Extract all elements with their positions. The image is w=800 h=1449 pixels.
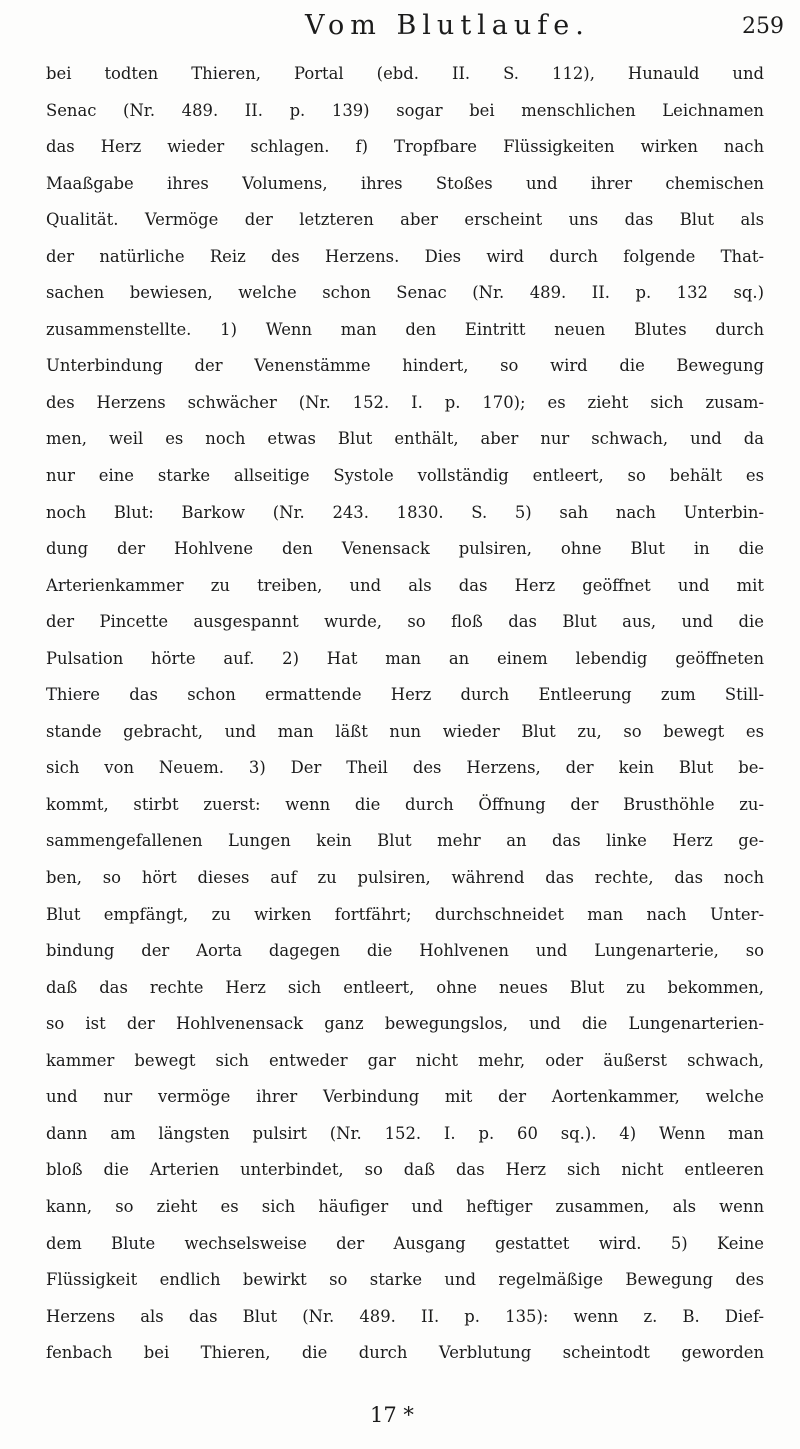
text-line: Senac (Nr. 489. II. p. 139) sogar bei menschlichen Leichnamen (46, 100, 764, 120)
text-line: Unterbindung der Venenstämme hindert, so wird die Bewegung (46, 356, 764, 376)
text-line: Herzens als das Blut (Nr. 489. II. p. 135): wenn z. B. Dief- (46, 1306, 764, 1326)
text-line: bindung der Aorta dagegen die Hohlvenen und Lungenarterie, so (46, 941, 764, 961)
text-line: stande gebracht, und man läßt nun wieder Blut zu, so bewegt es (46, 721, 764, 741)
text-line: sammengefallenen Lungen kein Blut mehr an das linke Herz ge- (46, 831, 764, 851)
text-line: Blut empfängt, zu wirken fortfährt; durchschneidet man nach Unter- (46, 904, 764, 924)
text-line: Maaßgabe ihres Volumens, ihres Stoßes und ihrer chemischen (46, 173, 764, 193)
text-line: das Herz wieder schlagen. f) Tropfbare Flüssigkeiten wirken nach (46, 137, 764, 157)
running-head: Vom Blutlaufe. (305, 10, 590, 41)
text-line: sich von Neuem. 3) Der Theil des Herzens, der kein Blut be- (46, 758, 764, 778)
text-line: noch Blut: Barkow (Nr. 243. 1830. S. 5) sah nach Unterbin- (46, 502, 764, 522)
text-line: Flüssigkeit endlich bewirkt so starke und regelmäßige Bewegung des (46, 1270, 764, 1290)
text-line: dem Blute wechselsweise der Ausgang gestattet wird. 5) Keine (46, 1233, 764, 1253)
body-text (46, 56, 764, 1372)
text-line: kammer bewegt sich entweder gar nicht mehr, oder äußerst schwach, (46, 1050, 764, 1070)
text-line: des Herzens schwächer (Nr. 152. I. p. 170); es zieht sich zusam- (46, 392, 764, 412)
text-line: der Pincette ausgespannt wurde, so floß das Blut aus, und die (46, 612, 764, 632)
text-line: fenbach bei Thieren, die durch Verblutung scheintodt geworden (46, 1343, 764, 1363)
text-line: Qualität. Vermöge der letzteren aber erscheint uns das Blut als (46, 210, 764, 230)
text-line: men, weil es noch etwas Blut enthält, aber nur schwach, und da (46, 429, 764, 449)
text-line: Pulsation hörte auf. 2) Hat man an einem lebendig geöffneten (46, 648, 764, 668)
text-line: dann am längsten pulsirt (Nr. 152. I. p. 60 sq.). 4) Wenn man (46, 1123, 764, 1143)
text-line: bei todten Thieren, Portal (ebd. II. S. 112), Hunauld und (46, 64, 764, 83)
text-line: bloß die Arterien unterbindet, so daß das Herz sich nicht entleeren (46, 1160, 764, 1180)
text-line: daß das rechte Herz sich entleert, ohne neues Blut zu bekommen, (46, 977, 764, 997)
page-number: 259 (742, 14, 784, 39)
page-header (0, 10, 800, 50)
signature-mark: 17 * (370, 1403, 414, 1427)
text-line: kann, so zieht es sich häufiger und heftiger zusammen, als wenn (46, 1196, 764, 1216)
text-line: kommt, stirbt zuerst: wenn die durch Öffnung der Brusthöhle zu- (46, 794, 764, 814)
text-line: so ist der Hohlvenensack ganz bewegungslos, und die Lungenarterien- (46, 1014, 764, 1034)
text-line: und nur vermöge ihrer Verbindung mit der Aortenkammer, welche (46, 1087, 764, 1107)
text-line: nur eine starke allseitige Systole vollständig entleert, so behält es (46, 466, 764, 486)
text-line: dung der Hohlvene den Venensack pulsiren, ohne Blut in die (46, 539, 764, 559)
text-line: Thiere das schon ermattende Herz durch Entleerung zum Still- (46, 685, 764, 705)
text-line: Arterienkammer zu treiben, und als das Herz geöffnet und mit (46, 575, 764, 595)
text-line: der natürliche Reiz des Herzens. Dies wird durch folgende That- (46, 246, 764, 266)
text-line: ben, so hört dieses auf zu pulsiren, während das rechte, das noch (46, 868, 764, 888)
text-line: sachen bewiesen, welche schon Senac (Nr. 489. II. p. 132 sq.) (46, 283, 764, 303)
text-line: zusammenstellte. 1) Wenn man den Eintritt neuen Blutes durch (46, 319, 764, 339)
